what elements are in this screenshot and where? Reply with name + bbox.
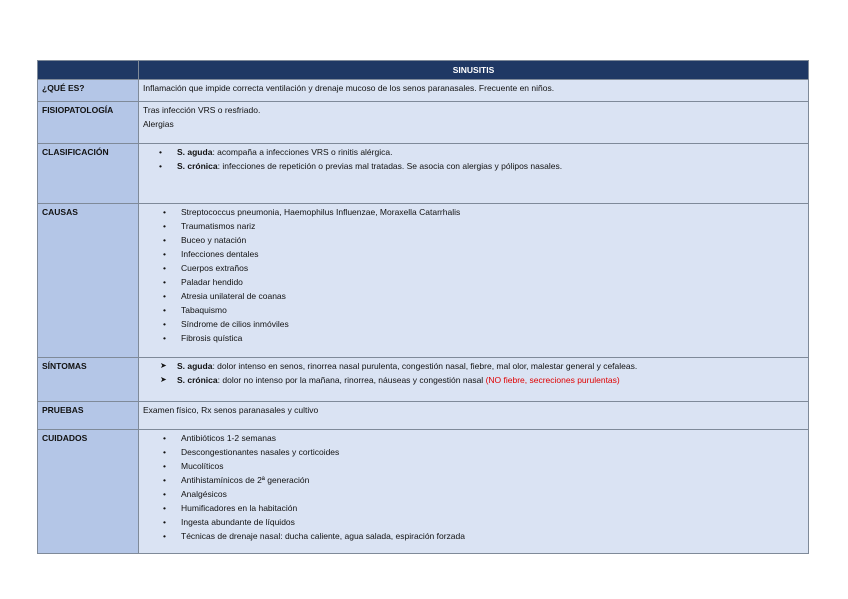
list-item: • Streptococcus pneumonia, Haemophilus Influenzae, Moraxella Catarrhalis <box>143 205 804 219</box>
row-label: SÍNTOMAS <box>38 358 139 402</box>
list-item: • Tabaquismo <box>143 303 804 317</box>
list-item: • Mucolíticos <box>143 459 804 473</box>
list-item: • Fibrosis quística <box>143 331 804 345</box>
list-item: • Buceo y natación <box>143 233 804 247</box>
list-item: • Cuerpos extraños <box>143 261 804 275</box>
text-line: Tras infección VRS o resfriado. <box>143 105 261 115</box>
row-label: FISIOPATOLOGÍA <box>38 102 139 144</box>
item-text: : dolor intenso en senos, rinorrea nasal purulenta, congestión nasal, fiebre, mal olor, malestar general y cefaleas. <box>212 361 638 371</box>
row-que-es <box>38 80 809 102</box>
row-label: ¿QUÉ ES? <box>38 80 139 102</box>
row-sintomas <box>38 358 809 402</box>
row-label: CUIDADOS <box>38 430 139 554</box>
list-item <box>143 359 804 373</box>
row-label: CAUSAS <box>38 204 139 358</box>
symptoms-list <box>143 359 804 387</box>
classification-list <box>143 145 804 173</box>
row-causas <box>38 204 809 358</box>
list-item: • Infecciones dentales <box>143 247 804 261</box>
list-item: • Paladar hendido <box>143 275 804 289</box>
item-term: S. aguda <box>177 361 213 371</box>
list-item: • Atresia unilateral de coanas <box>143 289 804 303</box>
row-label: CLASIFICACIÓN <box>38 144 139 204</box>
list-item: • Síndrome de cilios inmóviles <box>143 317 804 331</box>
row-content: Examen físico, Rx senos paranasales y cultivo <box>139 402 809 430</box>
text-line: Alergias <box>143 119 174 129</box>
row-fisiopatologia <box>38 102 809 144</box>
row-content: Inflamación que impide correcta ventilación y drenaje mucoso de los senos paranasales. Frecuente en niños. <box>139 80 809 102</box>
care-list <box>143 431 804 543</box>
row-pruebas <box>38 402 809 430</box>
list-item: • Antibióticos 1-2 semanas <box>143 431 804 445</box>
warning-note: (NO fiebre, secreciones purulentas) <box>485 375 620 385</box>
list-item <box>143 159 804 173</box>
row-cuidados <box>38 430 809 554</box>
row-content <box>139 358 809 402</box>
list-item <box>143 145 804 159</box>
item-term: S. crónica <box>177 375 218 385</box>
row-label: PRUEBAS <box>38 402 139 430</box>
list-item: • Descongestionantes nasales y corticoides <box>143 445 804 459</box>
item-text: : dolor no intenso por la mañana, rinorrea, náuseas y congestión nasal <box>217 375 486 385</box>
title-row <box>38 61 809 80</box>
row-clasificacion <box>38 144 809 204</box>
table-title: SINUSITIS <box>139 61 809 80</box>
item-text: : acompaña a infecciones VRS o rinitis alérgica. <box>212 147 393 157</box>
causes-list <box>143 205 804 345</box>
list-item: • Antihistamínicos de 2ª generación <box>143 473 804 487</box>
list-item: • Técnicas de drenaje nasal: ducha caliente, agua salada, espiración forzada <box>143 529 804 543</box>
sinusitis-table <box>37 60 809 554</box>
row-content <box>139 430 809 554</box>
list-item: • Analgésicos <box>143 487 804 501</box>
list-item: • Traumatismos nariz <box>143 219 804 233</box>
row-content <box>139 204 809 358</box>
row-content <box>139 144 809 204</box>
item-text: : infecciones de repetición o previas mal tratadas. Se asocia con alergias y pólipos nasales. <box>217 161 563 171</box>
list-item: • Humificadores en la habitación <box>143 501 804 515</box>
title-spacer <box>38 61 139 80</box>
item-term: S. crónica <box>177 161 218 171</box>
list-item <box>143 373 804 387</box>
item-term: S. aguda <box>177 147 213 157</box>
list-item: • Ingesta abundante de líquidos <box>143 515 804 529</box>
row-content <box>139 102 809 144</box>
